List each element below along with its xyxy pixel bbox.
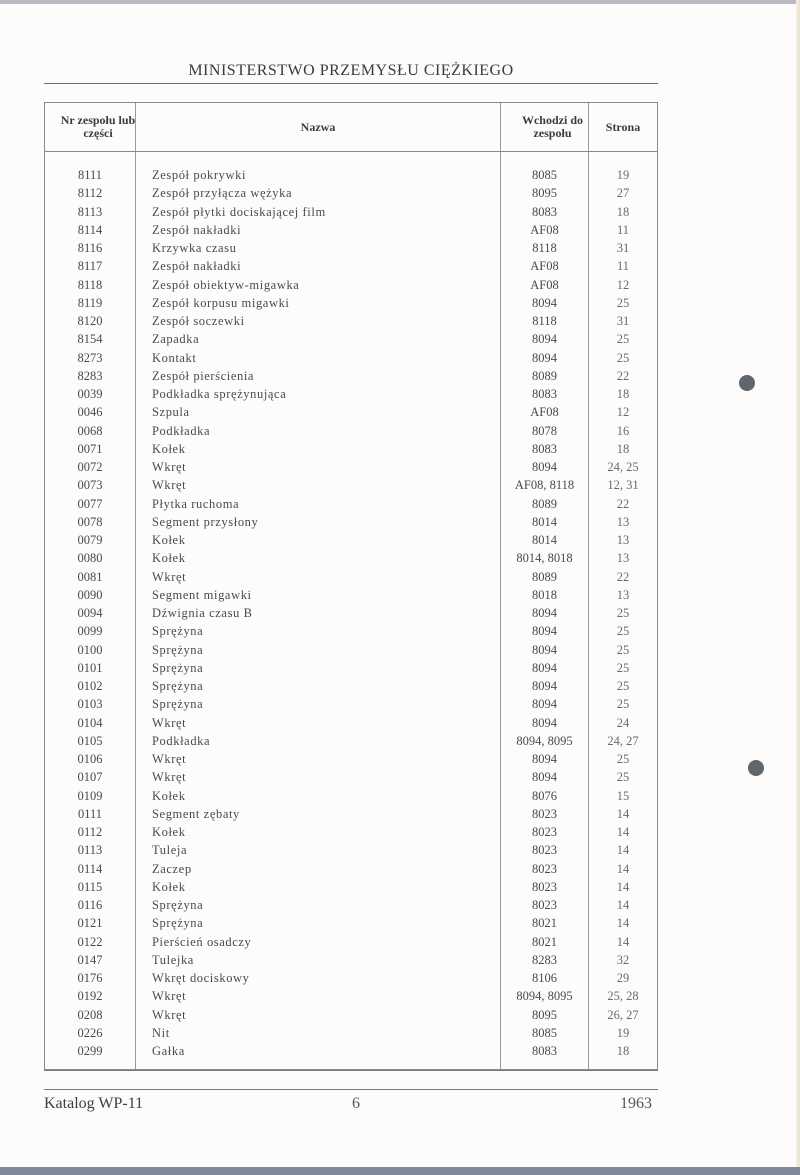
included-in: 8021 <box>532 916 557 931</box>
table-row <box>45 586 657 604</box>
part-name: Gałka <box>152 1044 185 1058</box>
part-name: Kołek <box>152 533 186 547</box>
page-ref: 18 <box>616 1044 630 1058</box>
included-in: 8094 <box>532 606 557 620</box>
included-in: 8089 <box>532 569 557 584</box>
page-ref: 31 <box>616 241 630 255</box>
part-name: Krzywka czasu <box>152 241 237 255</box>
page-ref: 24, 27 <box>607 733 639 748</box>
included-in: 8094 <box>532 752 557 766</box>
included-in: 8018 <box>532 587 557 602</box>
part-number: 0116 <box>77 898 103 912</box>
footer-rule <box>44 1070 658 1071</box>
page-ref: 32 <box>616 952 630 967</box>
table-row <box>45 385 657 403</box>
part-name: Wkręt <box>152 989 187 1004</box>
included-in: 8118 <box>532 241 557 255</box>
part-number: 0094 <box>77 606 103 620</box>
included-in: 8094 <box>532 295 557 310</box>
table-row <box>45 914 657 932</box>
page-top-edge <box>0 0 800 4</box>
table-row <box>45 239 657 257</box>
part-number: 0071 <box>77 441 103 456</box>
included-in: 8094 <box>532 350 557 365</box>
part-number: 8283 <box>77 368 103 383</box>
page-ref: 31 <box>616 314 630 328</box>
included-in: 8083 <box>532 1044 557 1058</box>
part-number: 0208 <box>77 1007 103 1022</box>
part-number: 0226 <box>77 1025 103 1040</box>
part-number: 8116 <box>77 241 103 255</box>
part-number: 0112 <box>77 825 103 839</box>
page-right-edge <box>796 0 800 1175</box>
table-row <box>45 951 657 969</box>
part-number: 8120 <box>77 314 103 328</box>
table-row <box>45 422 657 440</box>
included-in: 8094, 8095 <box>516 989 573 1004</box>
included-in: 8014 <box>532 533 557 547</box>
table-row <box>45 440 657 458</box>
page-ref: 11 <box>616 259 630 274</box>
table-row <box>45 604 657 622</box>
included-in: 8094 <box>532 660 557 675</box>
part-number: 0100 <box>77 642 103 657</box>
included-in: AF08 <box>530 259 559 274</box>
included-in: 8023 <box>532 898 557 912</box>
year: 1963 <box>620 1095 652 1112</box>
table-row <box>45 768 657 786</box>
part-name: Tuleja <box>152 843 188 858</box>
part-number: 8114 <box>77 222 103 237</box>
footer-rule <box>44 1089 658 1090</box>
page-ref: 25 <box>616 752 630 766</box>
part-number: 0068 <box>77 423 103 438</box>
page-ref: 16 <box>616 423 630 438</box>
included-in: 8023 <box>532 843 557 858</box>
table-row <box>45 257 657 275</box>
part-name: Nit <box>152 1025 170 1040</box>
page-ref: 18 <box>616 204 630 219</box>
included-in: 8094 <box>532 460 557 474</box>
page-ref: 14 <box>616 806 630 821</box>
page-ref: 25 <box>616 350 630 365</box>
table-row <box>45 878 657 896</box>
part-number: 0115 <box>77 879 103 894</box>
included-in: 8083 <box>532 387 557 401</box>
page-ref: 14 <box>616 934 630 949</box>
page-ref: 14 <box>616 879 630 894</box>
table-body <box>45 166 657 1060</box>
part-number: 0073 <box>77 478 103 493</box>
included-in: AF08 <box>530 277 559 292</box>
page-ref: 25 <box>616 624 630 639</box>
column-header-included-in: Wchodzi do zespołu <box>521 113 583 140</box>
page-ref: 29 <box>616 971 630 985</box>
part-name: Zespół pokrywki <box>152 168 247 182</box>
included-in: 8089 <box>532 368 557 383</box>
included-in: 8118 <box>532 314 557 328</box>
included-in: 8094 <box>532 642 557 657</box>
table-row <box>45 860 657 878</box>
part-number: 0090 <box>77 587 103 602</box>
part-number: 8118 <box>77 277 103 292</box>
part-name: Zespół płytki dociskającej film <box>152 204 326 219</box>
part-name: Wkręt <box>152 770 187 785</box>
included-in: 8089 <box>532 496 557 511</box>
part-name: Zespół pierścienia <box>152 368 255 383</box>
page-ref: 27 <box>616 186 630 201</box>
part-name: Kołek <box>152 441 186 456</box>
part-name: Kontakt <box>152 350 197 365</box>
page-ref: 26, 27 <box>607 1007 639 1022</box>
table-row <box>45 221 657 239</box>
table-row <box>45 622 657 640</box>
page-ref: 19 <box>616 1025 630 1040</box>
part-name: Sprężyna <box>152 642 204 657</box>
included-in: 8021 <box>532 934 557 949</box>
included-in: 8023 <box>532 806 557 821</box>
part-number: 0114 <box>77 861 103 876</box>
page-ref: 24, 25 <box>607 460 639 474</box>
table-row <box>45 1024 657 1042</box>
page-ref: 18 <box>616 387 630 401</box>
page-ref: 13 <box>616 551 630 566</box>
page-ref: 13 <box>616 533 630 547</box>
part-name: Wkręt <box>152 752 187 766</box>
binder-hole <box>748 760 764 776</box>
included-in: 8095 <box>532 186 557 201</box>
table-row <box>45 166 657 184</box>
page-ref: 12 <box>616 405 630 420</box>
page-ref: 19 <box>616 168 630 182</box>
table-row <box>45 458 657 476</box>
table-row <box>45 805 657 823</box>
page-ref: 15 <box>616 788 630 803</box>
table-row <box>45 896 657 914</box>
part-name: Wkręt <box>152 569 187 584</box>
column-header-page: Strona <box>605 119 641 134</box>
part-name: Sprężyna <box>152 624 204 639</box>
part-number: 0101 <box>77 660 103 675</box>
table-row <box>45 531 657 549</box>
table-row <box>45 695 657 713</box>
included-in: 8094 <box>532 697 557 712</box>
included-in: 8014, 8018 <box>516 551 573 566</box>
included-in: 8078 <box>532 423 557 438</box>
part-name: Sprężyna <box>152 660 204 675</box>
page-ref: 22 <box>616 496 630 511</box>
part-number: 0077 <box>77 496 103 511</box>
part-number: 0109 <box>77 788 103 803</box>
part-number: 0078 <box>77 514 103 529</box>
page-ref: 22 <box>616 569 630 584</box>
part-number: 0111 <box>77 806 103 821</box>
part-name: Wkręt dociskowy <box>152 971 250 985</box>
part-number: 8273 <box>77 350 103 365</box>
included-in: 8085 <box>532 168 557 182</box>
part-name: Segment migawki <box>152 587 252 602</box>
table-row <box>45 1006 657 1024</box>
included-in: AF08 <box>530 222 559 237</box>
page-number: 6 <box>352 1095 360 1112</box>
part-name: Kołek <box>152 825 186 839</box>
table-row <box>45 787 657 805</box>
part-name: Szpula <box>152 405 190 420</box>
part-number: 8112 <box>77 186 103 201</box>
included-in: 8023 <box>532 879 557 894</box>
part-number: 0103 <box>77 697 103 712</box>
table-row <box>45 513 657 531</box>
table-row <box>45 367 657 385</box>
part-name: Wkręt <box>152 478 187 493</box>
page-ref: 11 <box>616 222 630 237</box>
part-name: Segment przysłony <box>152 514 259 529</box>
included-in: AF08 <box>530 405 559 420</box>
included-in: 8083 <box>532 204 557 219</box>
part-name: Sprężyna <box>152 898 204 912</box>
part-name: Segment zębaty <box>152 806 240 821</box>
included-in: 8106 <box>532 971 557 985</box>
page-ref: 22 <box>616 368 630 383</box>
part-number: 0104 <box>77 715 103 730</box>
part-name: Zespół soczewki <box>152 314 245 328</box>
part-number: 0105 <box>77 733 103 748</box>
page-ref: 14 <box>616 898 630 912</box>
part-number: 0113 <box>77 843 103 858</box>
part-name: Zespół obiektyw-migawka <box>152 277 300 292</box>
part-name: Tulejka <box>152 952 194 967</box>
part-number: 0072 <box>77 460 103 474</box>
table-row <box>45 714 657 732</box>
part-number: 0102 <box>77 679 103 693</box>
part-number: 8111 <box>77 168 103 182</box>
page-ref: 12, 31 <box>607 478 639 493</box>
page-ref: 25 <box>616 660 630 675</box>
scan-bottom-edge <box>0 1167 800 1175</box>
part-name: Kołek <box>152 879 186 894</box>
binder-hole <box>739 375 755 391</box>
part-number: 0079 <box>77 533 103 547</box>
included-in: 8076 <box>532 788 557 803</box>
included-in: 8095 <box>532 1007 557 1022</box>
parts-table <box>44 102 658 1070</box>
page-ref: 25 <box>616 606 630 620</box>
page-ref: 13 <box>616 514 630 529</box>
part-number: 0121 <box>77 916 103 931</box>
page-ref: 14 <box>616 861 630 876</box>
part-number: 0080 <box>77 551 103 566</box>
part-name: Zespół nakładki <box>152 259 242 274</box>
part-number: 0099 <box>77 624 103 639</box>
part-number: 8113 <box>77 204 103 219</box>
table-row <box>45 294 657 312</box>
part-name: Wkręt <box>152 715 187 730</box>
table-row <box>45 549 657 567</box>
part-name: Sprężyna <box>152 916 204 931</box>
part-number: 0106 <box>77 752 103 766</box>
included-in: 8083 <box>532 441 557 456</box>
part-name: Zespół przyłącza wężyka <box>152 186 293 201</box>
page-ref: 14 <box>616 825 630 839</box>
table-row <box>45 276 657 294</box>
table-row <box>45 203 657 221</box>
page-ref: 25, 28 <box>607 989 639 1004</box>
table-row <box>45 659 657 677</box>
part-name: Zapadka <box>152 332 200 347</box>
part-number: 0107 <box>77 770 103 785</box>
column-header-nr: Nr zespołu lub części <box>60 113 136 140</box>
part-name: Kołek <box>152 551 186 566</box>
page-ref: 12 <box>616 277 630 292</box>
included-in: 8094 <box>532 332 557 347</box>
part-name: Kołek <box>152 788 186 803</box>
part-name: Podkładka <box>152 423 211 438</box>
part-name: Płytka ruchoma <box>152 496 240 511</box>
page-ref: 14 <box>616 843 630 858</box>
part-name: Wkręt <box>152 460 187 474</box>
part-number: 0081 <box>77 569 103 584</box>
part-name: Sprężyna <box>152 697 204 712</box>
header-rule <box>44 83 658 84</box>
included-in: AF08, 8118 <box>514 478 575 493</box>
ministry-heading: MINISTERSTWO PRZEMYSŁU CIĘŻKIEGO <box>188 62 514 79</box>
included-in: 8094 <box>532 715 557 730</box>
included-in: 8023 <box>532 825 557 839</box>
table-row <box>45 841 657 859</box>
table-row <box>45 732 657 750</box>
table-row <box>45 403 657 421</box>
table-row <box>45 349 657 367</box>
page-ref: 25 <box>616 642 630 657</box>
part-name: Zaczep <box>152 861 192 876</box>
included-in: 8014 <box>532 514 557 529</box>
table-row <box>45 750 657 768</box>
included-in: 8094 <box>532 624 557 639</box>
part-number: 0192 <box>77 989 103 1004</box>
table-row <box>45 677 657 695</box>
page-ref: 14 <box>616 916 630 931</box>
part-name: Dźwignia czasu B <box>152 606 253 620</box>
part-number: 8154 <box>77 332 103 347</box>
table-row <box>45 476 657 494</box>
part-name: Podkładka <box>152 733 211 748</box>
table-row <box>45 641 657 659</box>
table-row <box>45 823 657 841</box>
included-in: 8023 <box>532 861 557 876</box>
part-number: 8117 <box>77 259 103 274</box>
part-name: Wkręt <box>152 1007 187 1022</box>
part-number: 8119 <box>77 295 103 310</box>
page-ref: 25 <box>616 697 630 712</box>
part-number: 0299 <box>77 1044 103 1058</box>
table-row <box>45 495 657 513</box>
column-header-name: Nazwa <box>300 119 336 134</box>
table-row <box>45 184 657 202</box>
part-name: Pierścień osadczy <box>152 934 252 949</box>
part-name: Podkładka sprężynująca <box>152 387 287 401</box>
part-number: 0122 <box>77 934 103 949</box>
page-ref: 18 <box>616 441 630 456</box>
table-row <box>45 969 657 987</box>
table-row <box>45 987 657 1005</box>
included-in: 8094 <box>532 770 557 785</box>
table-row <box>45 330 657 348</box>
table-row <box>45 568 657 586</box>
page-ref: 24 <box>616 715 630 730</box>
table-row <box>45 1042 657 1060</box>
part-number: 0039 <box>77 387 103 401</box>
part-name: Zespół korpusu migawki <box>152 295 290 310</box>
page-ref: 13 <box>616 587 630 602</box>
included-in: 8094, 8095 <box>516 733 573 748</box>
page-ref: 25 <box>616 679 630 693</box>
included-in: 8085 <box>532 1025 557 1040</box>
page-ref: 25 <box>616 332 630 347</box>
header-divider <box>45 151 657 152</box>
page-ref: 25 <box>616 770 630 785</box>
catalog-name: Katalog WP-11 <box>44 1095 144 1112</box>
page-ref: 25 <box>616 295 630 310</box>
part-number: 0176 <box>77 971 103 985</box>
part-number: 0046 <box>77 405 103 420</box>
table-row <box>45 312 657 330</box>
part-name: Sprężyna <box>152 679 204 693</box>
included-in: 8094 <box>532 679 557 693</box>
included-in: 8283 <box>532 952 557 967</box>
part-number: 0147 <box>77 952 103 967</box>
table-row <box>45 933 657 951</box>
part-name: Zespół nakładki <box>152 222 242 237</box>
